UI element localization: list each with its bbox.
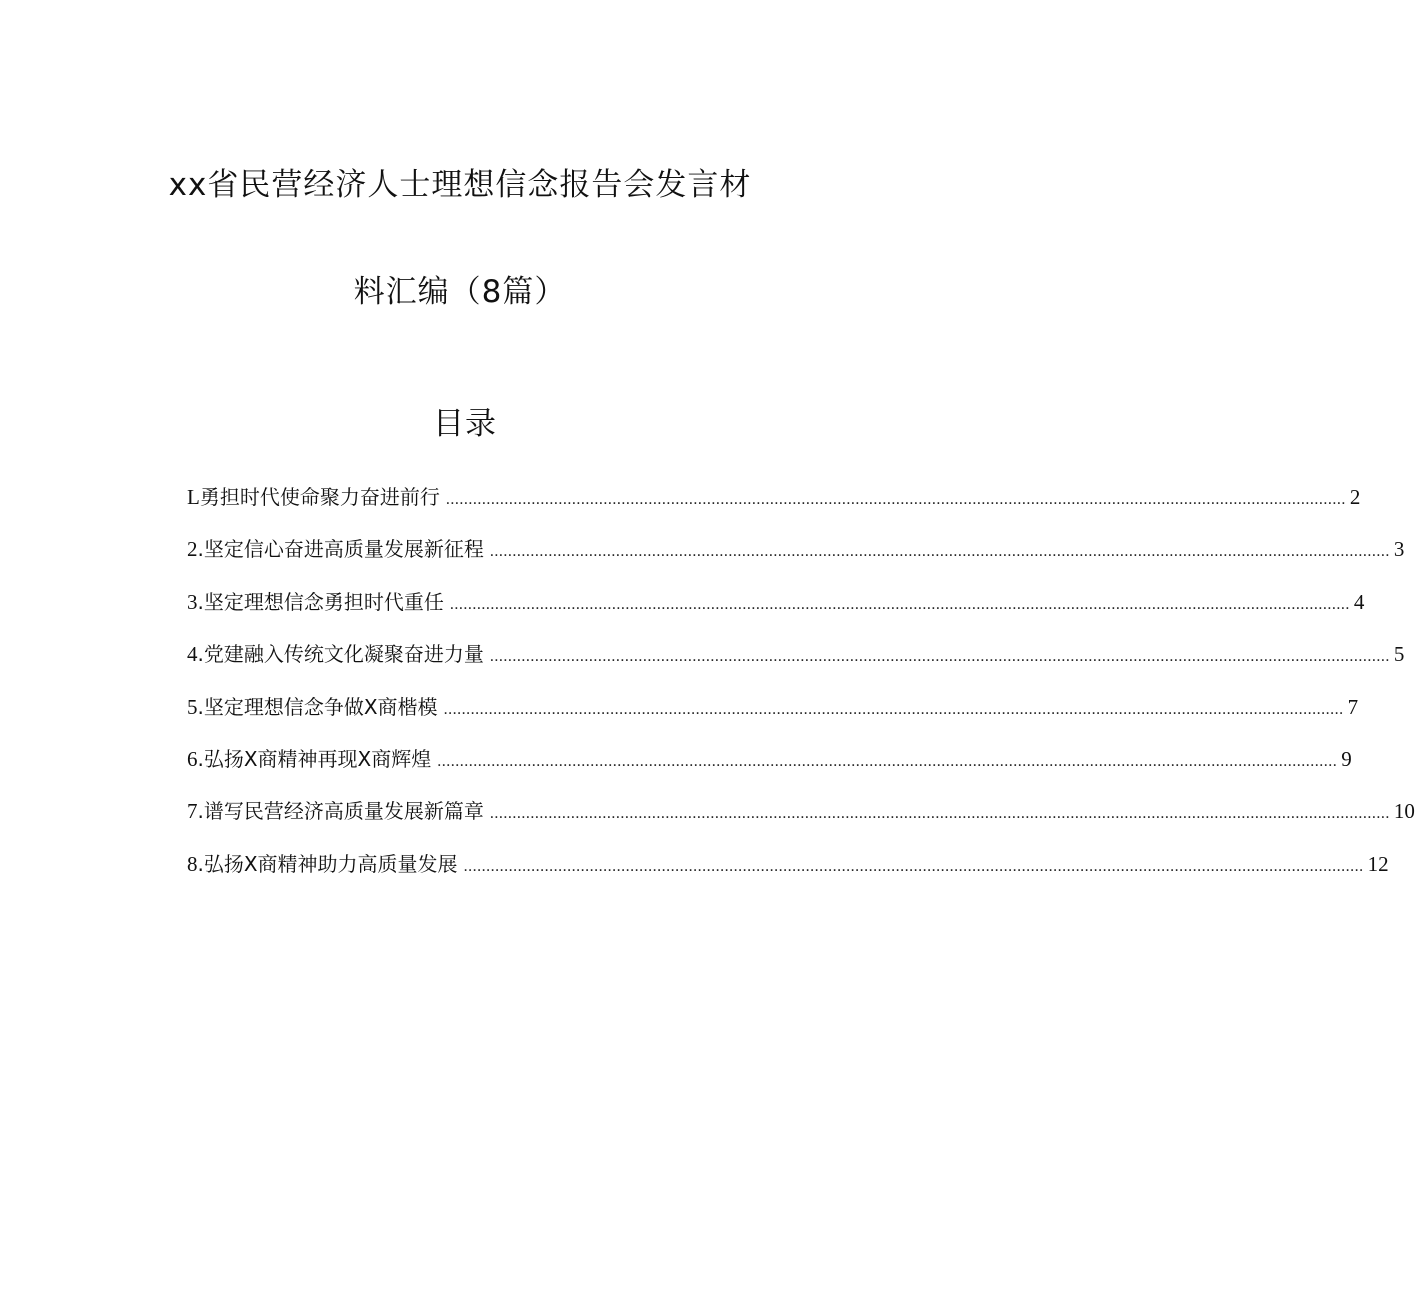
toc-entry[interactable]: [187, 844, 1389, 896]
toc-entry-number: L: [187, 485, 200, 509]
toc-entry-page: 5: [1393, 642, 1405, 667]
toc-entry-number: 4: [187, 642, 198, 667]
toc-heading: 目录: [433, 406, 497, 442]
toc-entry-title: .弘扬X商精神再现X商辉煌: [197, 746, 432, 771]
toc-leader-dots: ........................................................................................................................................................................................................: [449, 595, 1350, 613]
toc-entry-title: .坚定信心奋进高质量发展新征程: [197, 537, 484, 562]
toc-entry[interactable]: [187, 477, 1361, 529]
toc-entry-page: 4: [1353, 589, 1365, 614]
table-of-contents: [187, 477, 1415, 896]
toc-entry-page: 7: [1347, 694, 1359, 719]
toc-entry-number: 6: [187, 746, 198, 771]
toc-entry[interactable]: [187, 739, 1352, 791]
toc-entry-number: 7: [187, 799, 198, 824]
toc-entry-number: 2: [187, 537, 198, 562]
toc-entry-title: .弘扬X商精神助力高质量发展: [197, 851, 458, 876]
toc-leader-dots: ........................................................................................................................................................................................................: [463, 857, 1364, 875]
toc-leader-dots: ........................................................................................................................................................................................................: [489, 805, 1390, 823]
toc-leader-dots: ........................................................................................................................................................................................................: [489, 648, 1390, 666]
toc-entry-title: .坚定理想信念勇担时代重任: [197, 589, 444, 614]
toc-entry-number: 3: [187, 589, 198, 614]
toc-entry-title: .谱写民营经济高质量发展新篇章: [197, 799, 484, 824]
toc-entry-page: 9: [1341, 746, 1352, 771]
toc-entry[interactable]: [187, 582, 1365, 634]
document-title-line-2: 料汇编（8篇）: [353, 274, 567, 310]
toc-entry-number: 8: [187, 851, 198, 876]
toc-entry-page: 12: [1367, 851, 1389, 876]
toc-leader-dots: ........................................................................................................................................................................................................: [489, 543, 1390, 561]
toc-entry[interactable]: [187, 791, 1415, 843]
toc-entry-title: .党建融入传统文化凝聚奋进力量: [197, 642, 484, 667]
toc-leader-dots: ........................................................................................................................................................................................................: [445, 491, 1346, 508]
toc-entry-number: 5: [187, 694, 198, 719]
document-title-line-1: xx省民营经济人士理想信念报告会发言材: [168, 167, 752, 203]
toc-entry-title: 勇担时代使命聚力奋进前行: [199, 485, 440, 509]
toc-entry[interactable]: [187, 687, 1359, 739]
toc-entry-page: 3: [1393, 537, 1405, 562]
toc-entry-page: 10: [1393, 799, 1415, 824]
toc-leader-dots: ........................................................................................................................................................................................................: [443, 700, 1344, 718]
toc-entry[interactable]: [187, 634, 1405, 686]
toc-entry-title: .坚定理想信念争做X商楷模: [197, 694, 438, 719]
toc-entry-page: 2: [1349, 485, 1361, 509]
toc-entry[interactable]: [187, 529, 1405, 581]
toc-leader-dots: ........................................................................................................................................................................................................: [437, 752, 1338, 770]
